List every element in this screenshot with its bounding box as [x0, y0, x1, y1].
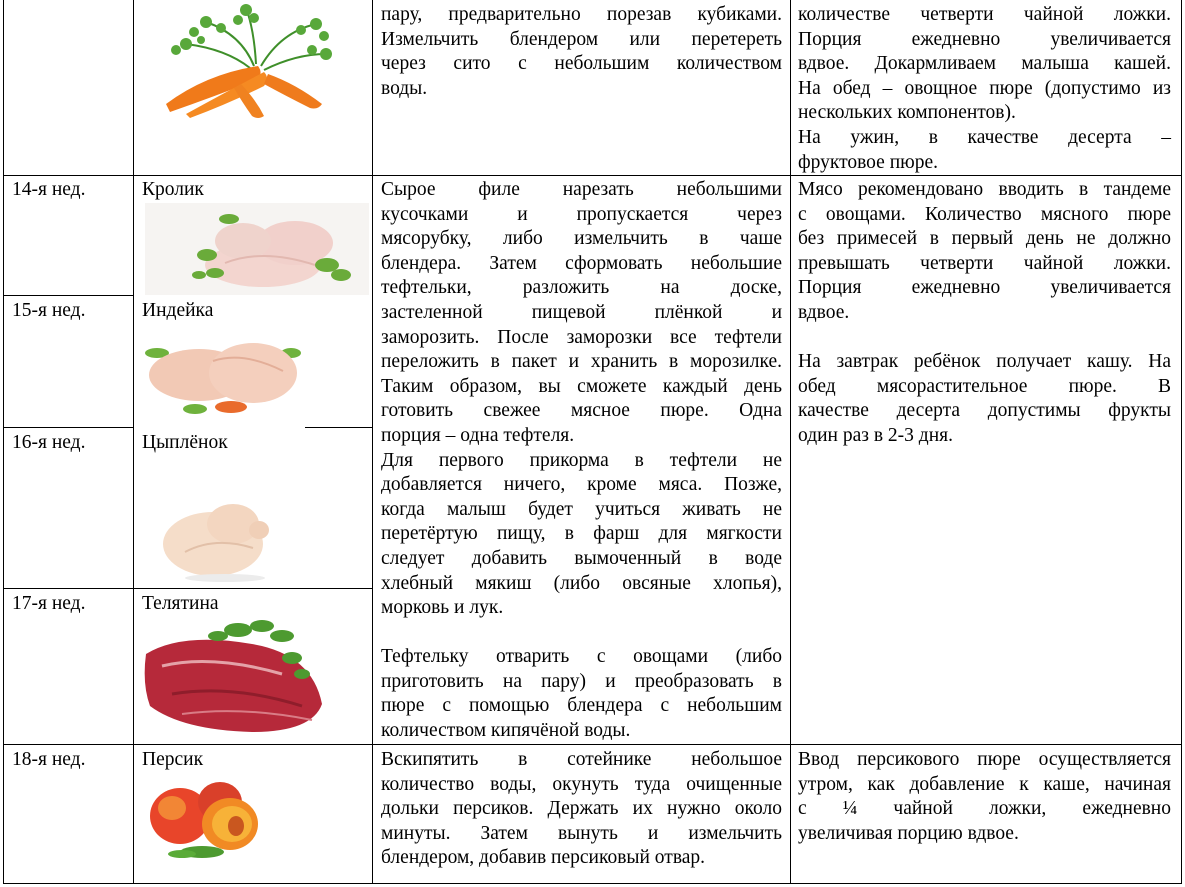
table-border-bottom: [3, 883, 1182, 884]
product-name: Индейка: [142, 300, 214, 321]
week-label: 17-я нед.: [12, 593, 86, 614]
table-divider-col1: [133, 0, 134, 884]
turkey-image: [143, 331, 303, 419]
table-row-divider: [3, 744, 1182, 745]
product-name: Кролик: [142, 179, 204, 200]
table-border-right: [1181, 0, 1182, 884]
product-name: Персик: [142, 749, 204, 770]
peach-image: [146, 772, 262, 860]
table-divider-col3: [790, 0, 791, 884]
product-name: Телятина: [142, 593, 219, 614]
chicken-image: [155, 492, 281, 584]
meat-notes-text: Мясо рекомендовано вводить в тандеме с овощами. Количество мясного пюре без примесей в первый день не должно превышать четверти чайной ложки. Порция ежедневно увеличивается вдвое. На завтрак ребёнок получает кашу. На обед мясорастительное пюре. В качестве десерта допустимы фрукты один раз в 2-3 дня.: [798, 179, 1171, 446]
peach-notes-text: Ввод персикового пюре осуществляется утром, как добавление к каше, начиная с ¼ чайной ложки, ежедневно увеличивая порцию вдвое.: [798, 749, 1171, 844]
carrot-image: [146, 4, 332, 124]
table-divider-col2: [372, 0, 373, 884]
week-label: 14-я нед.: [12, 179, 86, 200]
carrot-preparation-text: пару, предварительно порезав кубиками. Измельчить блендером или перетереть через сито с небольшим количеством воды.: [381, 4, 782, 99]
carrot-notes-text: количестве четверти чайной ложки. Порция ежедневно увеличивается вдвое. Докармливаем малыша кашей. На обед – овощное пюре (допустимо из нескольких компонентов). На ужин, в качестве десерта – фруктовое пюре.: [798, 4, 1171, 173]
week-label: 18-я нед.: [12, 749, 86, 770]
week-label: 16-я нед.: [12, 432, 86, 453]
veal-image: [142, 614, 328, 738]
table-border-left: [3, 0, 4, 884]
table-row-divider: [3, 295, 133, 296]
table-row-divider: [3, 427, 133, 428]
product-name: Цыплёнок: [142, 432, 228, 453]
rabbit-meat-image: [145, 203, 369, 295]
week-label: 15-я нед.: [12, 300, 86, 321]
table-row-divider: [3, 588, 372, 589]
peach-preparation-text: Вскипятить в сотейнике небольшое количество воды, окунуть туда очищенные дольки персиков. Держать их нужно около минуты. Затем вынуть и измельчить блендером, добавив персиковый отвар.: [381, 749, 782, 869]
table-row-divider: [305, 427, 372, 428]
meat-preparation-text: Сырое филе нарезать небольшими кусочками и пропускается через мясорубку, либо измельчить в чаше блендера. Затем сформовать небольшие тефтельки, разложить на доске, застеленной пищевой плёнкой и заморозить. После заморозки все тефтели переложить в пакет и хранить в морозилке. Таким образом, вы сможете каждый день готовить свежее мясное пюре. Одна порция – одна тефтеля. Для первого прикорма в тефтели не добавляется ничего, кроме мяса. Позже, когда малыш будет учиться живать не перетёртую пищу, в фарш для мягкости следует добавить вымоченный в воде хлебный мякиш (либо овсяные хлопья), морковь и лук. Тефтельку отварить с овощами (либо приготовить на пару) и преобразовать в пюре с помощью блендера с небольшим количеством кипячёной воды.: [381, 179, 782, 742]
